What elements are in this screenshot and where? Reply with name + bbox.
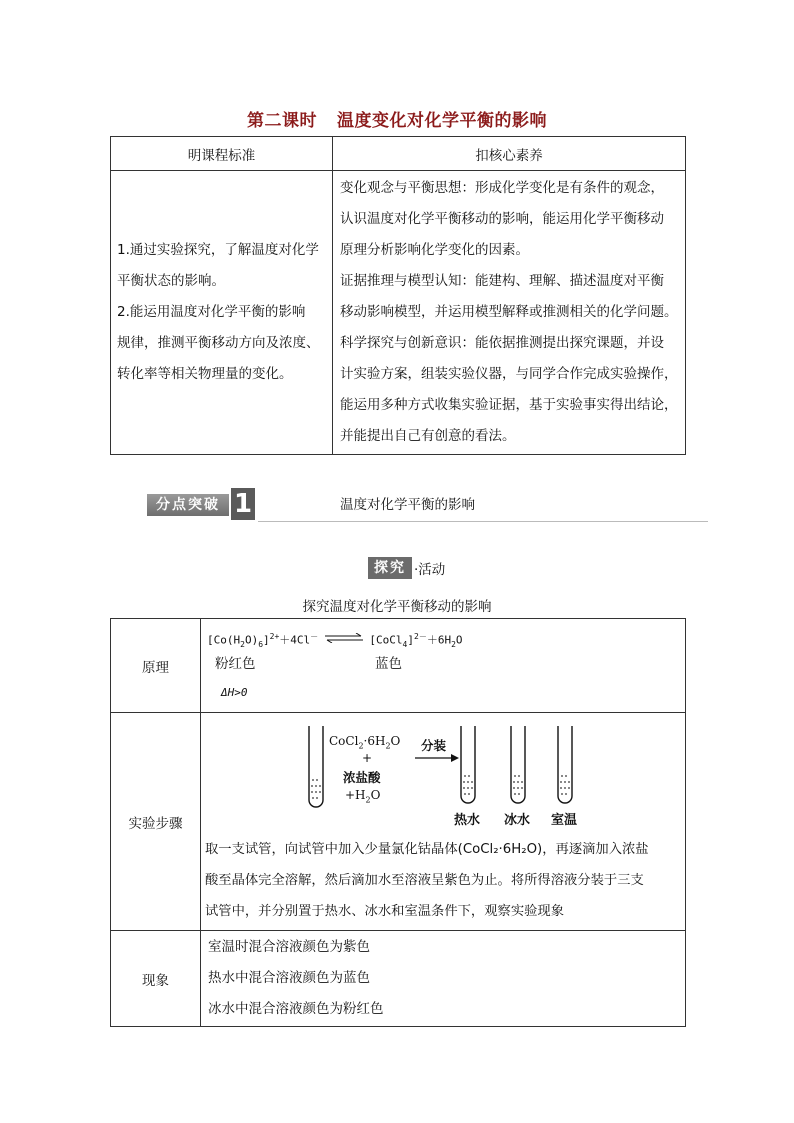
principle-label: 原理 <box>111 619 201 713</box>
enthalpy-label: ΔH>0 <box>221 685 248 699</box>
fig-text: O <box>370 788 381 802</box>
fig-text: +H <box>345 788 366 802</box>
section-badge-number: 1 <box>231 488 255 520</box>
steps-content <box>201 713 686 931</box>
room-temp-tube-icon <box>558 726 572 803</box>
eq-text: ] <box>407 633 414 647</box>
reagent-cocl2 <box>329 734 400 750</box>
hot-water-label: 热水 <box>454 813 481 828</box>
literacy-line: 计实验方案，组装实验仪器，与同学合作完成实验操作， <box>340 366 678 382</box>
step-line: 取一支试管，向试管中加入少量氯化钴晶体(CoCl₂·6H₂O)，再逐滴加入浓盐 <box>205 842 649 857</box>
hot-water-tube-icon <box>461 726 475 803</box>
literacy-content <box>333 171 686 455</box>
eq-charge: 2－ <box>414 631 427 641</box>
literacy-line: 认识温度对化学平衡移动的影响，能运用化学平衡移动 <box>340 211 664 227</box>
standards-line: 2.能运用温度对化学平衡的影响 <box>117 304 306 320</box>
standards-line: 规律，推测平衡移动方向及浓度、 <box>117 335 320 351</box>
eq-charge: 2+ <box>269 631 280 641</box>
explore-heading <box>368 557 445 579</box>
eq-sub: 2 <box>451 639 456 649</box>
experiment-table <box>110 618 686 1027</box>
standards-line: 平衡状态的影响。 <box>117 273 225 289</box>
explore-tag: 探究 <box>368 557 412 579</box>
fig-text: ·6H <box>363 734 386 748</box>
section-title: 温度对化学平衡的影响 <box>340 497 475 513</box>
page-title <box>0 106 794 131</box>
standards-line: 1.通过实验探究，了解温度对化学 <box>117 242 319 258</box>
reagent-water <box>345 788 380 804</box>
step-line: 酸至晶体完全溶解，然后滴加水至溶液呈紫色为止。将所得溶液分装于三支 <box>205 873 644 888</box>
fig-text: CoCl <box>329 734 359 748</box>
experiment-figure <box>205 716 681 834</box>
eq-text: O <box>455 633 463 647</box>
section-badge-label: 分点突破 <box>147 494 229 516</box>
literacy-line: 变化观念与平衡思想：形成化学变化是有条件的观念， <box>340 180 664 196</box>
steps-label: 实验步骤 <box>111 713 201 931</box>
eq-text: ＋4Cl <box>279 633 311 647</box>
eq-text: [Co(H <box>207 633 241 647</box>
fig-sub: 2 <box>365 795 371 805</box>
eq-text: O) <box>244 633 259 647</box>
observation-line: 热水中混合溶液颜色为蓝色 <box>208 970 370 986</box>
principle-content <box>201 619 686 713</box>
reagent-hcl: 浓盐酸 <box>343 770 381 785</box>
ice-water-tube-icon <box>511 726 525 803</box>
standards-table <box>110 136 686 455</box>
observation-label: 现象 <box>111 931 201 1027</box>
mixing-tube-icon <box>309 726 323 807</box>
color-row <box>207 649 679 679</box>
eq-sub: 6 <box>258 639 264 649</box>
section-badge <box>147 488 257 520</box>
standards-content <box>111 171 333 455</box>
test-tubes-diagram <box>205 716 682 834</box>
observation-line: 室温时混合溶液颜色为紫色 <box>208 939 370 955</box>
fig-text: O <box>390 734 401 748</box>
observation-line: 冰水中混合溶液颜色为粉红色 <box>208 1001 384 1017</box>
fig-sub: 2 <box>358 741 364 751</box>
lesson-title: 温度变化对化学平衡的影响 <box>337 111 547 131</box>
eq-charge: － <box>310 631 319 641</box>
equilibrium-equation <box>207 625 679 649</box>
literacy-line: 科学探究与创新意识：能依据推测提出探究课题，并设 <box>340 335 664 351</box>
eq-sub: 4 <box>402 639 408 649</box>
table-caption: 探究温度对化学平衡移动的影响 <box>302 599 492 615</box>
reagent-plus: + <box>362 751 373 765</box>
literacy-line: 原理分析影响化学变化的因素。 <box>340 242 529 258</box>
room-temp-label: 室温 <box>551 813 578 828</box>
pink-label: 粉红色 <box>215 655 256 672</box>
literacy-line: 证据推理与模型认知：能建构、理解、描述温度对平衡 <box>340 273 664 289</box>
divide-label: 分装 <box>421 738 447 753</box>
eq-text: ] <box>263 633 270 647</box>
literacy-line: 移动影响模型，并运用模型解释或推测相关的化学问题。 <box>340 304 678 320</box>
fig-sub: 2 <box>385 741 391 751</box>
literacy-header: 扣核心素养 <box>333 137 686 171</box>
literacy-line: 并能提出自己有创意的看法。 <box>340 428 516 444</box>
explore-activity: ·活动 <box>414 562 446 578</box>
step-line: 试管中，并分别置于热水、冰水和室温条件下，观察实验现象 <box>205 904 565 919</box>
eq-text: ＋6H <box>426 633 452 647</box>
standards-header: 明课程标准 <box>111 137 333 171</box>
standards-line: 转化率等相关物理量的变化。 <box>117 366 293 382</box>
literacy-line: 能运用多种方式收集实验证据，基于实验事实得出结论， <box>340 397 678 413</box>
section-divider <box>258 521 708 522</box>
eq-text: [CoCl <box>369 633 403 647</box>
eq-sub: 2 <box>240 639 245 649</box>
blue-label: 蓝色 <box>375 655 402 672</box>
ice-water-label: 冰水 <box>504 813 531 828</box>
lesson-number: 第二课时 <box>247 111 317 131</box>
steps-description <box>205 834 681 927</box>
observation-content <box>201 931 686 1027</box>
